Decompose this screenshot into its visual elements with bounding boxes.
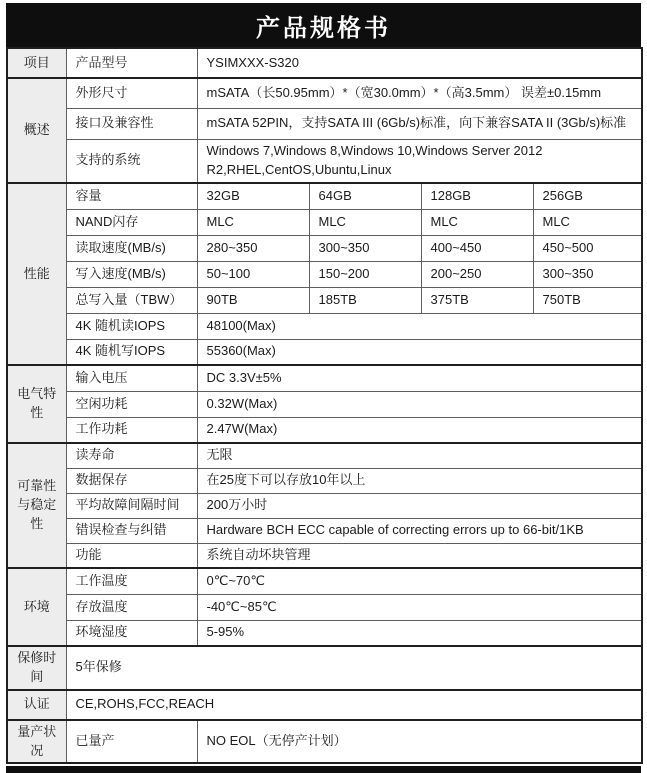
spec-label-cell: 工作功耗 (66, 417, 197, 443)
spec-value-cell: Windows 7,Windows 8,Windows 10,Windows Server 2012 R2,RHEL,CentOS,Ubuntu,Linux (197, 139, 642, 183)
spec-label-cell: 外形尺寸 (66, 78, 197, 108)
spec-value-cell: 150~200 (309, 261, 421, 287)
spec-label-cell: 读取速度(MB/s) (66, 235, 197, 261)
spec-value-cell: 300~350 (533, 261, 642, 287)
spec-sheet (6, 3, 641, 773)
spec-label-cell: 写入速度(MB/s) (66, 261, 197, 287)
category-cell-environment: 环境 (7, 568, 66, 646)
spec-value-cell: 5-95% (197, 620, 642, 646)
spec-value-cell: Hardware BCH ECC capable of correcting errors up to 66-bit/1KB (197, 518, 642, 543)
category-cell-warranty: 保修时间 (7, 646, 66, 690)
sheet-footer-bar (6, 766, 641, 773)
spec-value-cell: YSIMXXX-S320 (197, 48, 642, 78)
spec-value-cell: 2.47W(Max) (197, 417, 642, 443)
spec-label-cell: 错误检查与纠错 (66, 518, 197, 543)
spec-value-cell: 32GB (197, 183, 309, 209)
spec-value-cell: 90TB (197, 287, 309, 313)
sheet-title-bar (6, 3, 641, 47)
spec-value-cell: DC 3.3V±5% (197, 365, 642, 391)
spec-value-cell: 750TB (533, 287, 642, 313)
spec-value-cell: 系统自动坏块管理 (197, 543, 642, 568)
spec-label-cell: 功能 (66, 543, 197, 568)
spec-value-cell: 在25度下可以存放10年以上 (197, 468, 642, 493)
spec-value-cell: -40℃~85℃ (197, 594, 642, 620)
spec-value-cell: MLC (197, 209, 309, 235)
spec-value-cell: MLC (421, 209, 533, 235)
spec-table (6, 47, 643, 764)
spec-value-cell: 400~450 (421, 235, 533, 261)
spec-value-cell: 55360(Max) (197, 339, 642, 365)
spec-value-cell: 50~100 (197, 261, 309, 287)
spec-value-cell: 185TB (309, 287, 421, 313)
spec-label-cell: 平均故障间隔时间 (66, 493, 197, 518)
category-cell-reliability: 可靠性与稳定性 (7, 443, 66, 568)
spec-value-cell: 200万小时 (197, 493, 642, 518)
spec-label-cell: 输入电压 (66, 365, 197, 391)
spec-label-cell: 支持的系统 (66, 139, 197, 183)
spec-value-cell: 5年保修 (66, 646, 642, 690)
spec-label-cell: 工作温度 (66, 568, 197, 594)
spec-label-cell: 环境湿度 (66, 620, 197, 646)
spec-label-cell: 总写入量（TBW） (66, 287, 197, 313)
spec-label-cell: 数据保存 (66, 468, 197, 493)
spec-value-cell: 128GB (421, 183, 533, 209)
category-cell-electrical: 电气特性 (7, 365, 66, 443)
category-cell-item: 项目 (7, 48, 66, 78)
spec-label-cell: 存放温度 (66, 594, 197, 620)
spec-label-cell: NAND闪存 (66, 209, 197, 235)
spec-value-cell: 48100(Max) (197, 313, 642, 339)
spec-value-cell: 450~500 (533, 235, 642, 261)
spec-label-cell: 容量 (66, 183, 197, 209)
category-cell-performance: 性能 (7, 183, 66, 365)
spec-value-cell: 0℃~70℃ (197, 568, 642, 594)
category-cell-overview: 概述 (7, 78, 66, 183)
spec-value-cell: mSATA 52PIN，支持SATA III (6Gb/s)标准，向下兼容SATA II (3Gb/s)标准 (197, 108, 642, 139)
spec-value-cell: mSATA（长50.95mm）*（宽30.0mm）*（高3.5mm） 误差±0.15mm (197, 78, 642, 108)
category-cell-production: 量产状况 (7, 720, 66, 764)
spec-label-cell: 4K 随机读IOPS (66, 313, 197, 339)
spec-label-cell: 读寿命 (66, 443, 197, 468)
category-cell-certification: 认证 (7, 690, 66, 720)
spec-value-cell: MLC (533, 209, 642, 235)
spec-label-cell: 空闲功耗 (66, 391, 197, 417)
spec-value-cell: 375TB (421, 287, 533, 313)
spec-value-cell: MLC (309, 209, 421, 235)
spec-value-cell: 0.32W(Max) (197, 391, 642, 417)
spec-label-cell: 产品型号 (66, 48, 197, 78)
spec-value-cell: 256GB (533, 183, 642, 209)
sheet-title: 产品规格书 (256, 14, 391, 42)
spec-value-cell: NO EOL（无停产计划） (197, 720, 642, 764)
spec-value-cell: CE,ROHS,FCC,REACH (66, 690, 642, 720)
spec-value-cell: 300~350 (309, 235, 421, 261)
spec-value-cell: 280~350 (197, 235, 309, 261)
spec-label-cell: 4K 随机写IOPS (66, 339, 197, 365)
spec-label-cell: 已量产 (66, 720, 197, 764)
spec-value-cell: 200~250 (421, 261, 533, 287)
spec-label-cell: 接口及兼容性 (66, 108, 197, 139)
spec-value-cell: 64GB (309, 183, 421, 209)
spec-value-cell: 无限 (197, 443, 642, 468)
